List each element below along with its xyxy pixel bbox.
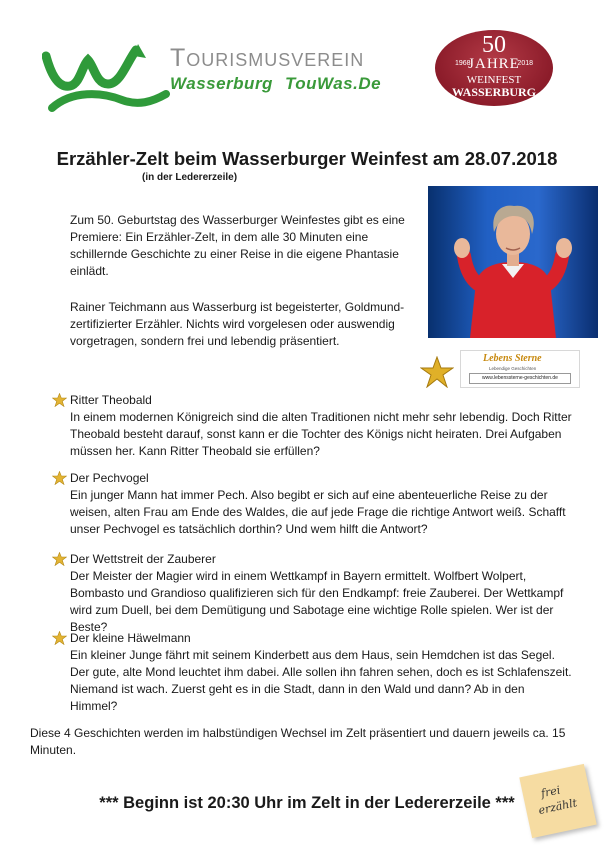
story-text: Der Meister der Magier wird in einem Wettkampf in Bayern ermittelt. Wolfbert Wolpert, Bombasto und Grandioso qualifizieren sich für den Endkampf: freie Zauberei. Der Wettkampf wird zum Duell, bei dem Demütigung und Sabotage eine wichtige Rolle spielen. Wer ist der Beste? [70, 569, 564, 634]
badge-label: JAHRE [468, 56, 520, 72]
weinfest-anniversary-badge [435, 30, 553, 106]
story-title: Der kleine Häwelmann [70, 631, 191, 645]
story-item [52, 551, 572, 636]
story-title: Der Wettstreit der Zauberer [70, 552, 216, 566]
org-subtitle-town: Wasserburg [170, 74, 273, 93]
page-subtitle: (in der Ledererzeile) [142, 172, 238, 183]
star-bullet-icon [52, 393, 67, 407]
sticky-note-line2: erzählt [537, 796, 579, 818]
badge-year-end: 2018 [517, 60, 533, 67]
lebens-sterne-logo [420, 342, 580, 390]
intro-paragraph: Zum 50. Geburtstag des Wasserburger Weinfestes gibt es eine Premiere: Ein Erzähler-Zelt, in dem alle 30 Minuten eine schillernde Geschichte zu einer Reise in die eigene Phantasie einlädt. [70, 213, 405, 278]
lebens-sterne-url: www.lebenssterne-geschichten.de [469, 373, 571, 384]
org-name: Tourismusverein [170, 44, 365, 72]
story-item [52, 392, 572, 460]
lebens-sterne-card [460, 350, 580, 388]
star-bullet-icon [52, 471, 67, 485]
lebens-sterne-tagline: Lebendige Geschichten [489, 366, 537, 371]
star-bullet-icon [52, 552, 67, 566]
sticky-note-line1: frei [539, 783, 562, 801]
closing-paragraph: Diese 4 Geschichten werden im halbstündigen Wechsel im Zelt präsentiert und dauern jeweils ca. 15 Minuten. [30, 726, 566, 757]
badge-year-start: 1968 [455, 60, 471, 67]
sticky-note [519, 764, 596, 838]
start-time-banner: *** Beginn ist 20:30 Uhr im Zelt in der Ledererzeile *** [99, 794, 515, 812]
star-icon [420, 356, 454, 388]
story-text: Ein junger Mann hat immer Pech. Also begibt er sich auf eine abenteuerliche Reise zu der weisen, alten Frau am Ende des Waldes, die auf jede Frage die richtige Antwort weiß. Schafft unser Pechvogel es tatsächlich dorthin? Und wem hilft die Antwort? [70, 488, 566, 536]
tourismusverein-logo-icon [42, 38, 170, 116]
story-title: Der Pechvogel [70, 471, 149, 485]
badge-line1: WEINFEST [466, 74, 522, 86]
intro-paragraph: Rainer Teichmann aus Wasserburg ist begeisterter, Goldmund-zertifizierter Erzähler. Nichts wird vorgelesen oder auswendig vorgetragen, sondern frei und lebendig präsentiert. [70, 300, 405, 348]
lebens-sterne-title: Lebens Sterne [483, 353, 542, 364]
story-text: Ein kleiner Junge fährt mit seinem Kinderbett aus dem Haus, sein Hemdchen ist das Segel. Der gute, alte Mond leuchtet ihm dabei. Alle sollen ihn fahren sehen, doch es ist Schlafenszeit. Niemand ist wach. Zuerst geht es in die Stadt, dann in den Wald und dann? Ab in den Himmel? [70, 648, 572, 713]
badge-number: 50 [482, 32, 506, 58]
page-title: Erzähler-Zelt beim Wasserburger Weinfest am 28.07.2018 [56, 148, 558, 169]
story-title: Ritter Theobald [70, 393, 152, 407]
story-text: In einem modernen Königreich sind die alten Traditionen nicht mehr sehr lebendig. Doch Ritter Theobald besteht darauf, sonst kann er die Tochter des Königs nicht heiraten. Drei Aufgaben müssen her. Kann Ritter Theobald sie erfüllen? [70, 410, 572, 458]
org-subtitle-domain: TouWas.De [284, 74, 382, 93]
story-item [52, 470, 572, 538]
badge-line2: WASSERBURG [451, 85, 537, 99]
storyteller-photo [428, 186, 598, 338]
story-item [52, 630, 572, 715]
org-subtitle [170, 74, 393, 94]
star-bullet-icon [52, 631, 67, 645]
